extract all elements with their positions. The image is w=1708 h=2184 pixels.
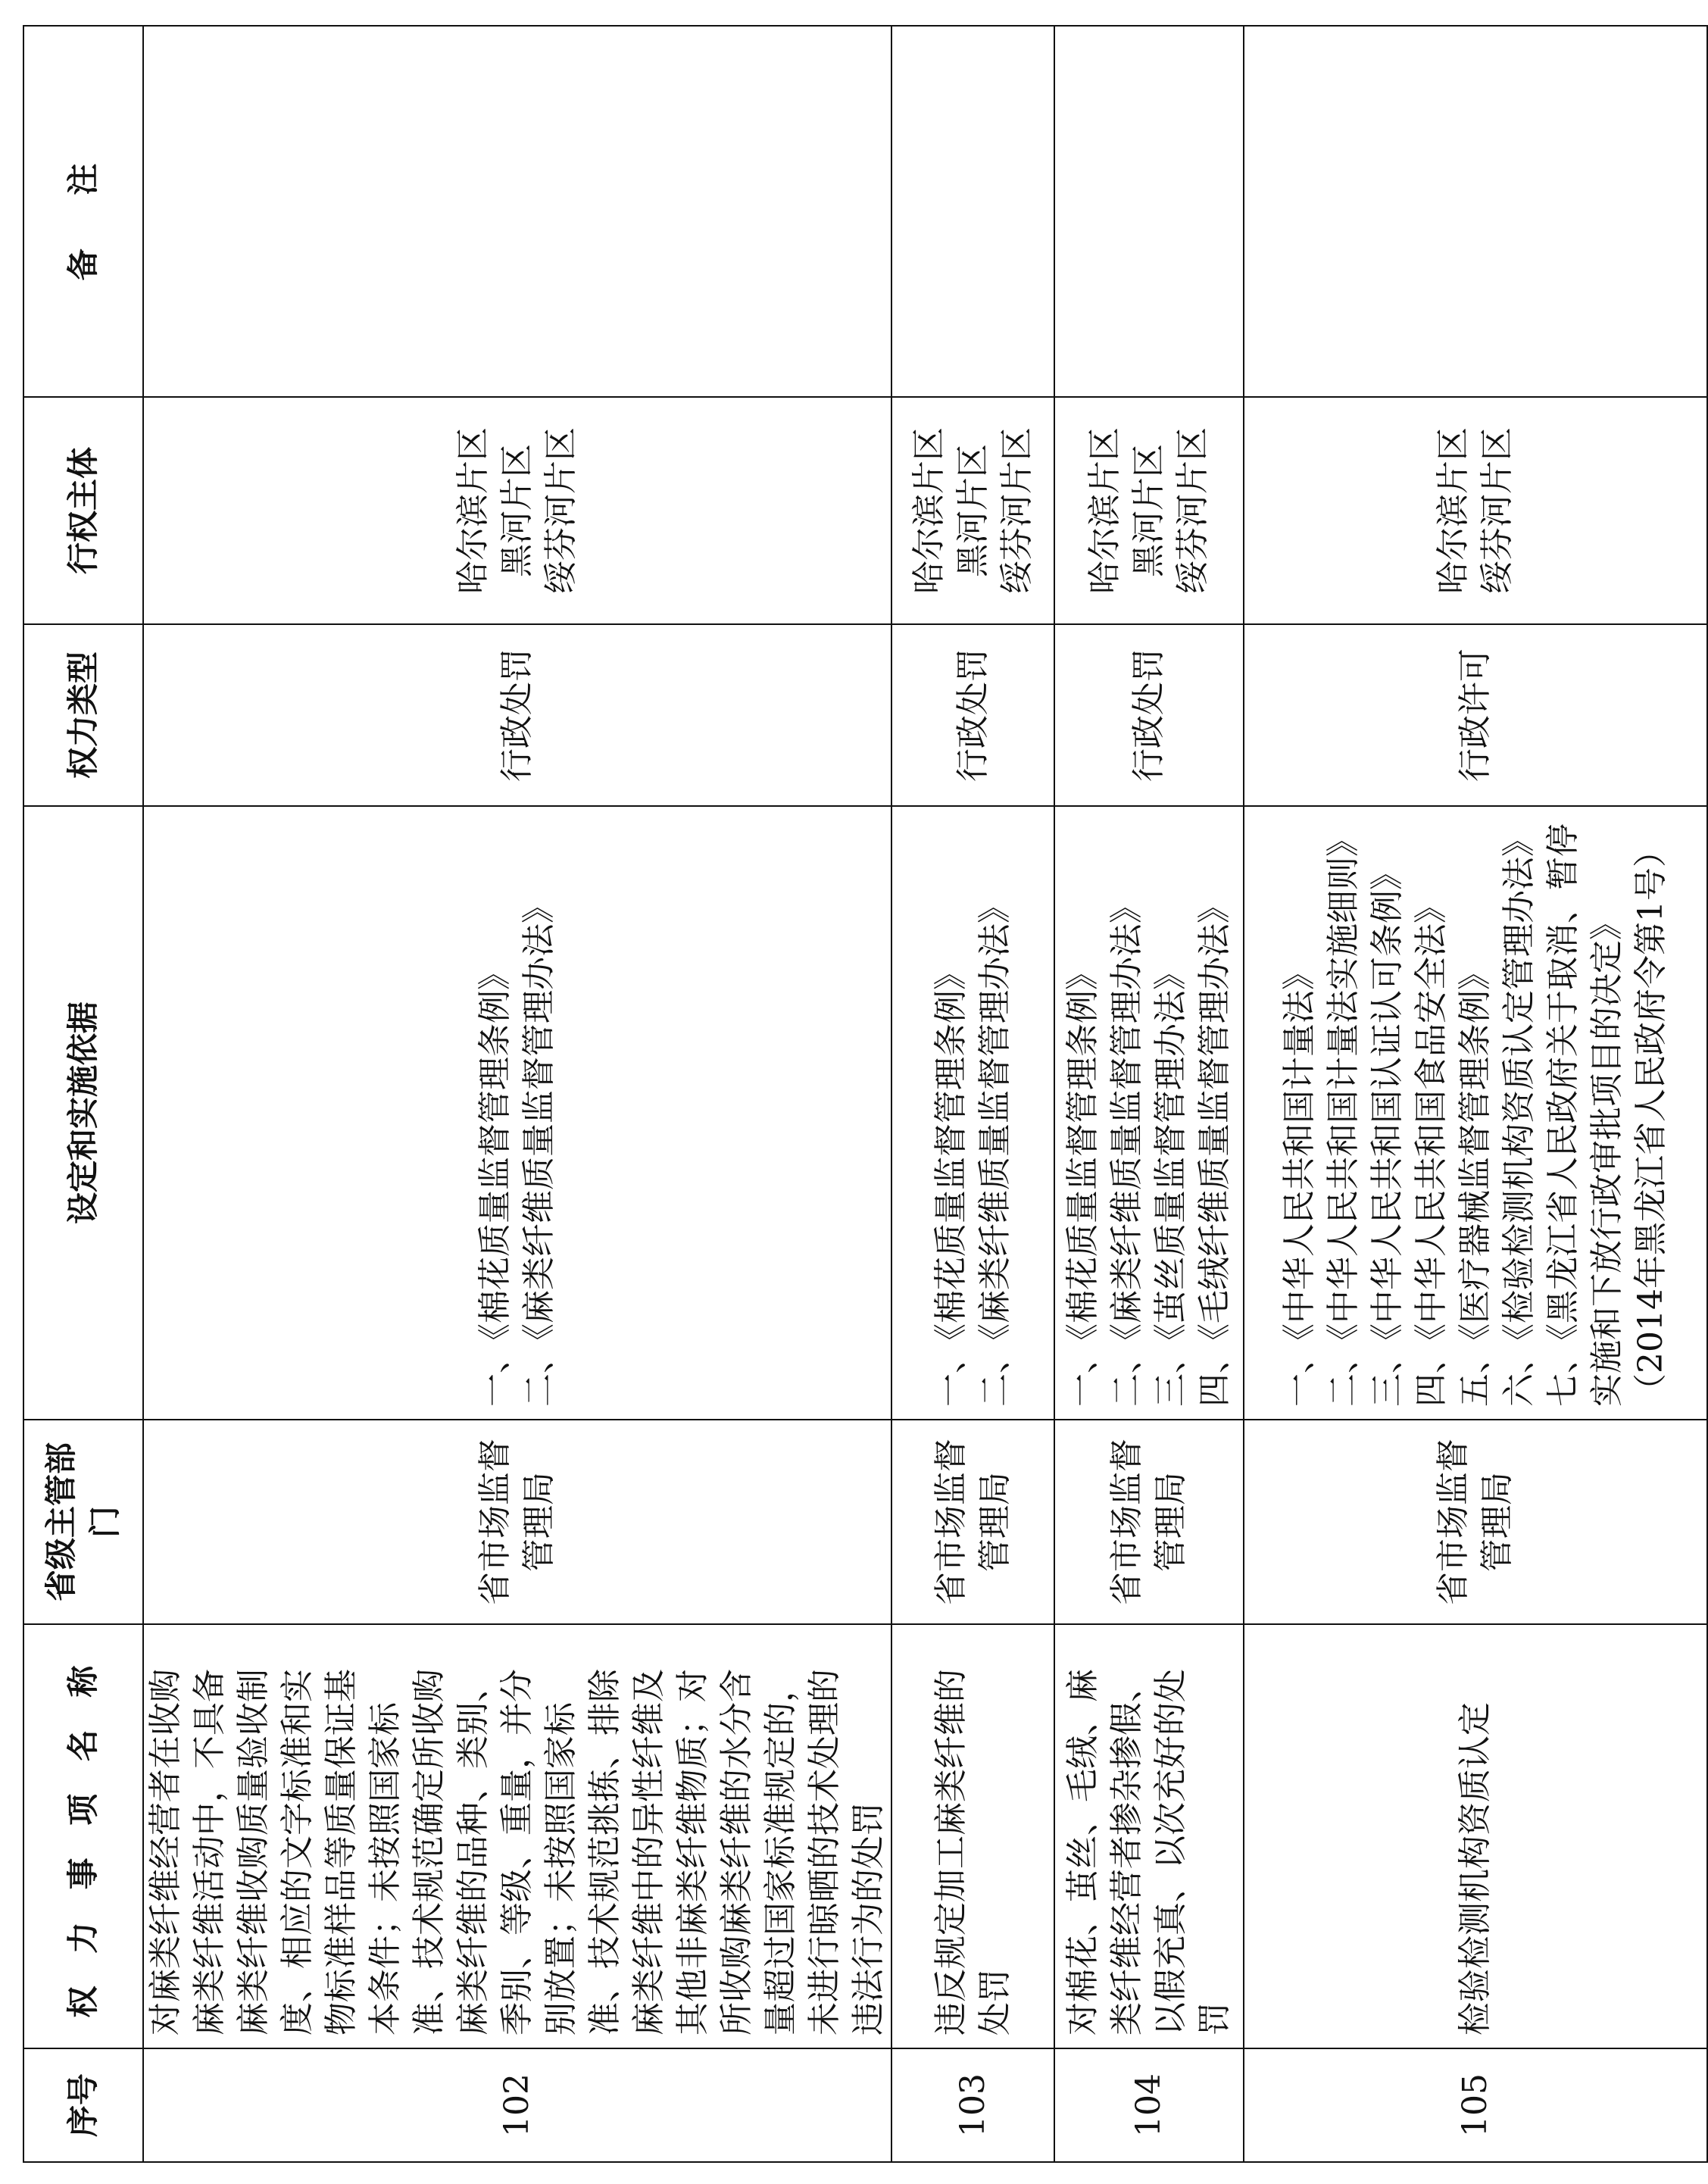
- subject-line: 绥芬河片区: [997, 427, 1036, 594]
- dept-cell: 省市场监督管理局: [1054, 1420, 1244, 1624]
- subject-cell: [143, 397, 891, 624]
- subject-line: 绥芬河片区: [1173, 427, 1212, 594]
- type-cell: 行政处罚: [891, 624, 1054, 806]
- row-number: 105: [1244, 2048, 1707, 2162]
- item-name: 检验检测机构资质认定: [1244, 1624, 1707, 2048]
- subject-line: 绥芬河片区: [542, 427, 580, 594]
- item-name: 对棉花、茧丝、毛绒、麻类纤维经营者掺杂掺假、以假充真、以次充好的处罚: [1054, 1624, 1244, 2048]
- basis-line: 一、《棉花质量监督管理条例》: [931, 957, 970, 1407]
- table-header-row: [23, 26, 143, 2162]
- basis-line: 一、《棉花质量监督管理条例》: [1063, 957, 1102, 1407]
- row-number: 103: [891, 2048, 1054, 2162]
- dept-cell: 省市场监督管理局: [143, 1420, 891, 1624]
- subject-cell: [891, 397, 1054, 624]
- rotated-table-sheet: [23, 27, 1670, 2163]
- basis-line: 二、《中华人民共和国计量法实施细则》: [1324, 823, 1363, 1407]
- type-cell: 行政许可: [1244, 624, 1707, 806]
- basis-line: 五、《医疗器械监督管理条例》: [1456, 957, 1494, 1407]
- basis-line: 四、《毛绒纤维质量监督管理办法》: [1195, 890, 1234, 1407]
- item-name: 对麻类纤维经营者在收购麻类纤维活动中，不具备麻类纤维收购质量验收制度、相应的文字标准和实物标准样品等质量保证基本条件；未按照国家标准、技术规范确定所收购麻类纤维的品种、类别、季别、等级、重量，并分别放置；未按照国家标准、技术规范挑拣、排除麻类纤维中的异性纤维及其他非麻类纤维物质；对所收购麻类纤维的水分含量超过国家标准规定的，未进行晾晒的技术处理的违法行为的处罚: [143, 1624, 891, 2048]
- dept-cell: 省市场监督管理局: [1244, 1420, 1707, 1624]
- basis-line: 六、《检验检测机构资质认定管理办法》: [1500, 823, 1538, 1407]
- row-number: 102: [143, 2048, 891, 2162]
- type-cell: 行政处罚: [1054, 624, 1244, 806]
- table-row: [1244, 26, 1707, 2162]
- row-number: 104: [1054, 2048, 1244, 2162]
- basis-line: 三、《茧丝质量监督管理办法》: [1151, 957, 1190, 1407]
- remark-cell: [1244, 26, 1707, 397]
- header-basis: 设定和实施依据: [23, 806, 143, 1420]
- power-items-table: [23, 25, 1708, 2163]
- dept-cell: 省市场监督管理局: [891, 1420, 1054, 1624]
- basis-cell: [1054, 806, 1244, 1420]
- subject-line: 哈尔滨片区: [1085, 427, 1124, 594]
- header-type: 权力类型: [23, 624, 143, 806]
- table-row: [143, 26, 891, 2162]
- basis-line: 二、《麻类纤维质量监督管理办法》: [975, 890, 1014, 1407]
- subject-line: 黑河片区: [953, 444, 992, 577]
- basis-line: 二、《麻类纤维质量监督管理办法》: [1107, 890, 1146, 1407]
- basis-line: 一、《中华人民共和国计量法》: [1280, 957, 1319, 1407]
- basis-line: 三、《中华人民共和国认证认可条例》: [1368, 857, 1407, 1407]
- header-no: 序号: [23, 2048, 143, 2162]
- basis-cell: [1244, 806, 1707, 1420]
- table-row: [1054, 26, 1244, 2162]
- remark-cell: [1054, 26, 1244, 397]
- basis-line: 二、《麻类纤维质量监督管理办法》: [520, 890, 558, 1407]
- subject-line: 哈尔滨片区: [454, 427, 492, 594]
- basis-line: 四、《中华人民共和国食品安全法》: [1412, 890, 1450, 1407]
- subject-line: 黑河片区: [498, 444, 536, 577]
- remark-cell: [143, 26, 891, 397]
- basis-cell: [891, 806, 1054, 1420]
- table-row: [891, 26, 1054, 2162]
- header-subject: 行权主体: [23, 397, 143, 624]
- basis-line: 七、《黑龙江省人民政府关于取消、暂停实施和下放行政审批项目的决定》（2014年黑龙江省人民政府令第1号）: [1544, 823, 1670, 1407]
- subject-line: 哈尔滨片区: [909, 427, 948, 594]
- header-dept: 省级主管部门: [23, 1420, 143, 1624]
- header-name: 权 力 事 项 名 称: [23, 1624, 143, 2048]
- basis-line: 一、《棉花质量监督管理条例》: [476, 957, 514, 1407]
- subject-line: 绥芬河片区: [1478, 427, 1516, 594]
- type-cell: 行政处罚: [143, 624, 891, 806]
- subject-line: 黑河片区: [1129, 444, 1168, 577]
- remark-cell: [891, 26, 1054, 397]
- basis-cell: [143, 806, 891, 1420]
- item-name: 违反规定加工麻类纤维的处罚: [891, 1624, 1054, 2048]
- subject-cell: [1244, 397, 1707, 624]
- header-remark: 备 注: [23, 26, 143, 397]
- subject-cell: [1054, 397, 1244, 624]
- subject-line: 哈尔滨片区: [1434, 427, 1472, 594]
